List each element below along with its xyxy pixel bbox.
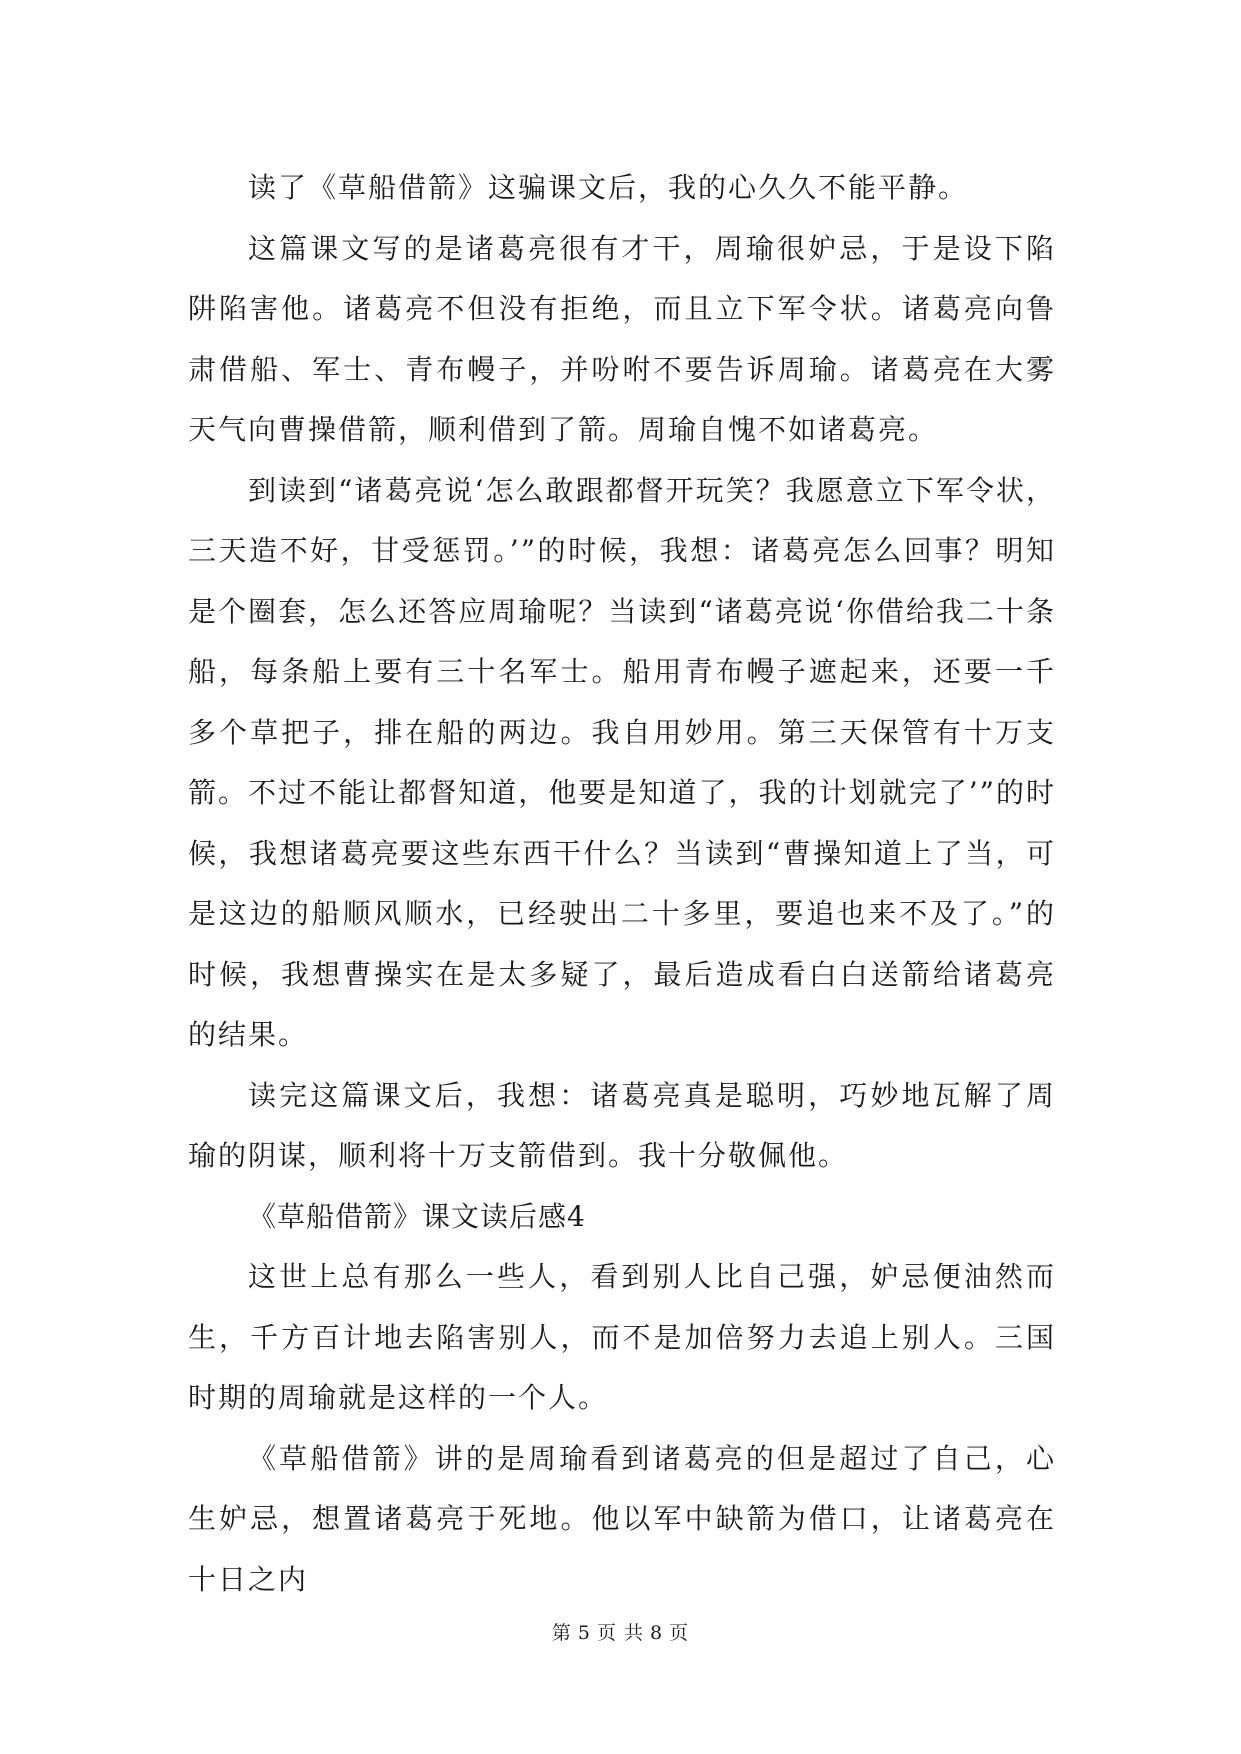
page-footer <box>0 1618 1241 1645</box>
paragraph: 读了《草船借箭》这骗课文后，我的心久久不能平静。 <box>248 171 969 204</box>
paragraph: 到读到“诸葛亮说‘怎么敢跟都督开玩笑？我愿意立下军令状，三天造不好，甘受惩罚。’”的时候，我想：诸葛亮怎么回事？明知是个圈套，怎么还答应周瑜呢？当读到“诸葛亮说‘你借给我二十条船，每条船上要有三十名军士。船用青布幔子遮起来，还要一千多个草把子，排在船的两边。我自用妙用。第三天保管有十万支箭。不过不能让都督知道，他要是知道了，我的计划就完了’”的时候，我想诸葛亮要这些东西干什么？当读到“曹操知道上了当，可是这边的船顺风顺水，已经驶出二十多里，要追也来不及了。”的时候，我想曹操实在是太多疑了，最后造成看白白送箭给诸葛亮的结果。 <box>188 473 1056 1051</box>
paragraph: 这世上总有那么一些人，看到别人比自己强，妒忌便油然而生，千方百计地去陷害别人，而不是加倍努力去追上别人。三国时期的周瑜就是这样的一个人。 <box>188 1260 1056 1414</box>
current-page-number: 5 <box>577 1622 591 1644</box>
total-pages-number: 8 <box>650 1622 664 1644</box>
footer-middle: 页 共 <box>596 1622 645 1644</box>
paragraph: 读完这篇课文后，我想：诸葛亮真是聪明，巧妙地瓦解了周瑜的阴谋，顺利将十万支箭借到。我十分敬佩他。 <box>188 1078 1056 1172</box>
document-body <box>188 158 1056 1610</box>
paragraph: 这篇课文写的是诸葛亮很有才干，周瑜很妒忌，于是设下陷阱陷害他。诸葛亮不但没有拒绝，而且立下军令状。诸葛亮向鲁肃借船、军士、青布幔子，并吩咐不要告诉周瑜。诸葛亮在大雾天气向曹操借箭，顺利借到了箭。周瑜自愧不如诸葛亮。 <box>188 231 1056 446</box>
paragraph: 《草船借箭》讲的是周瑜看到诸葛亮的但是超过了自己，心生妒忌，想置诸葛亮于死地。他以军中缺箭为借口，让诸葛亮在十日之内 <box>188 1441 1056 1596</box>
footer-suffix: 页 <box>669 1622 690 1644</box>
section-heading: 《草船借箭》课文读后感4 <box>248 1199 586 1233</box>
footer-prefix: 第 <box>551 1622 572 1644</box>
